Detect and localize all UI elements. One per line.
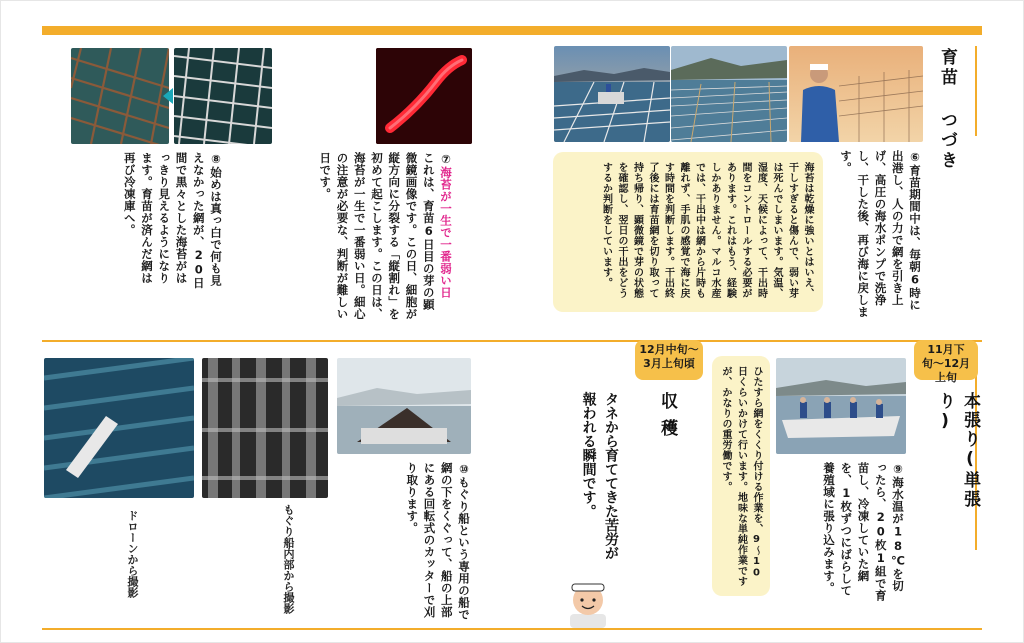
photo-dawn-boat [554, 46, 670, 142]
photo-net-drying [671, 46, 787, 142]
caption-drone: ドローンから撮影 [126, 510, 139, 598]
honbari-block [786, 462, 906, 602]
arrow-icon [163, 88, 173, 104]
net-body: 始めは真っ白で何も見えなかった網が、20日間で黒々とした海苔がはっきり見えるようになります。育苗が済んだ網は再び冷凍庫へ。 [122, 152, 223, 289]
photo-honbari-boat [776, 358, 906, 454]
top-rule [42, 26, 982, 35]
period-tag-harvest: 12月中旬〜3月上旬頃 [635, 340, 703, 380]
caption-moguri-inside: もぐり船内部から撮影 [282, 504, 295, 614]
circle-number-10: ⑩ [457, 462, 471, 477]
photo-net-after [174, 48, 272, 144]
photo-worker-sunset [789, 46, 923, 142]
section-title-seedling: 育苗 つづき [937, 48, 957, 171]
harvest-block [360, 462, 472, 622]
section-title-harvest: 収穫 [657, 392, 677, 446]
title-side-rule-top [975, 46, 977, 136]
circle-number-7: ⑦ [439, 152, 453, 167]
honbari-note-box [712, 356, 770, 596]
bottom-rule [42, 628, 982, 630]
seedling-note-box [553, 152, 823, 312]
day6-body: これは、育苗6日目の芽の顕微鏡画像です。この日、細胞が縦方向に分裂する「縦割れ」を初めて起こします。この日は、海苔が一生で一番弱い日。細心の注意が必要な、判断が難しい日です。 [318, 152, 436, 320]
honbari-body: 海水温が18℃を切ったら、20枚1組で育苗し、冷凍していた網を、1枚ずつにばらして養殖域に張り込みます。 [822, 462, 905, 602]
day6-block [284, 152, 454, 322]
period-tag-honbari: 11月下旬〜12月上旬 [914, 340, 978, 380]
section-title-honbari: 本張り(単張り) [935, 392, 980, 509]
seedling-body: 育苗期間中は、毎朝6時に出港し、人の力で網を引き上げ、高圧の海水ポンプで洗浄し、干した後、再び海に戻します。 [839, 150, 922, 318]
net-block [92, 152, 224, 292]
photo-net-before [71, 48, 169, 144]
photo-moguri-inside [202, 358, 328, 498]
harvest-headline: タネから育ててきた苦労が報われる瞬間です。 [580, 392, 619, 560]
photo-moguri-boat [337, 358, 471, 454]
harvest-body: もぐり船という専用の船で網の下をくぐって、船の上部にある回転式のカッターで刈り取ります。 [405, 462, 471, 621]
photo-drone [44, 358, 194, 498]
mascot-avatar [566, 574, 610, 628]
circle-number-6: ⑥ [908, 150, 922, 165]
honbari-note-text: ひたすら網をくくり付ける作業を、9〜10日くらいかけて行います。地味な単純作業ですが、かなりの重労働です。 [720, 366, 762, 587]
seedling-text [828, 150, 923, 320]
middle-rule [42, 340, 982, 342]
circle-number-8: ⑧ [209, 152, 223, 167]
circle-number-9: ⑨ [891, 462, 905, 477]
seedling-note-text: 海苔は乾燥に強いとはいえ、干しすぎると傷んで、弱い芽は死んでしまいます。気温、湿度、天候によって、干出時間をコントロールする必要があります。これはもう、経験しかありません。マルコ水産では、干出中は網から片時も離れず、手肌の感覚で海に戻す時間を判断します。干出終了後には育苗網を切り取って持ち帰り、顕微鏡で芽の状態を確認し、翌日の干出をどうするか判断をしています。 [600, 162, 813, 299]
day6-headline: 海苔が一生で一番弱い日 [439, 166, 453, 299]
photo-microscope-cell [376, 48, 472, 144]
